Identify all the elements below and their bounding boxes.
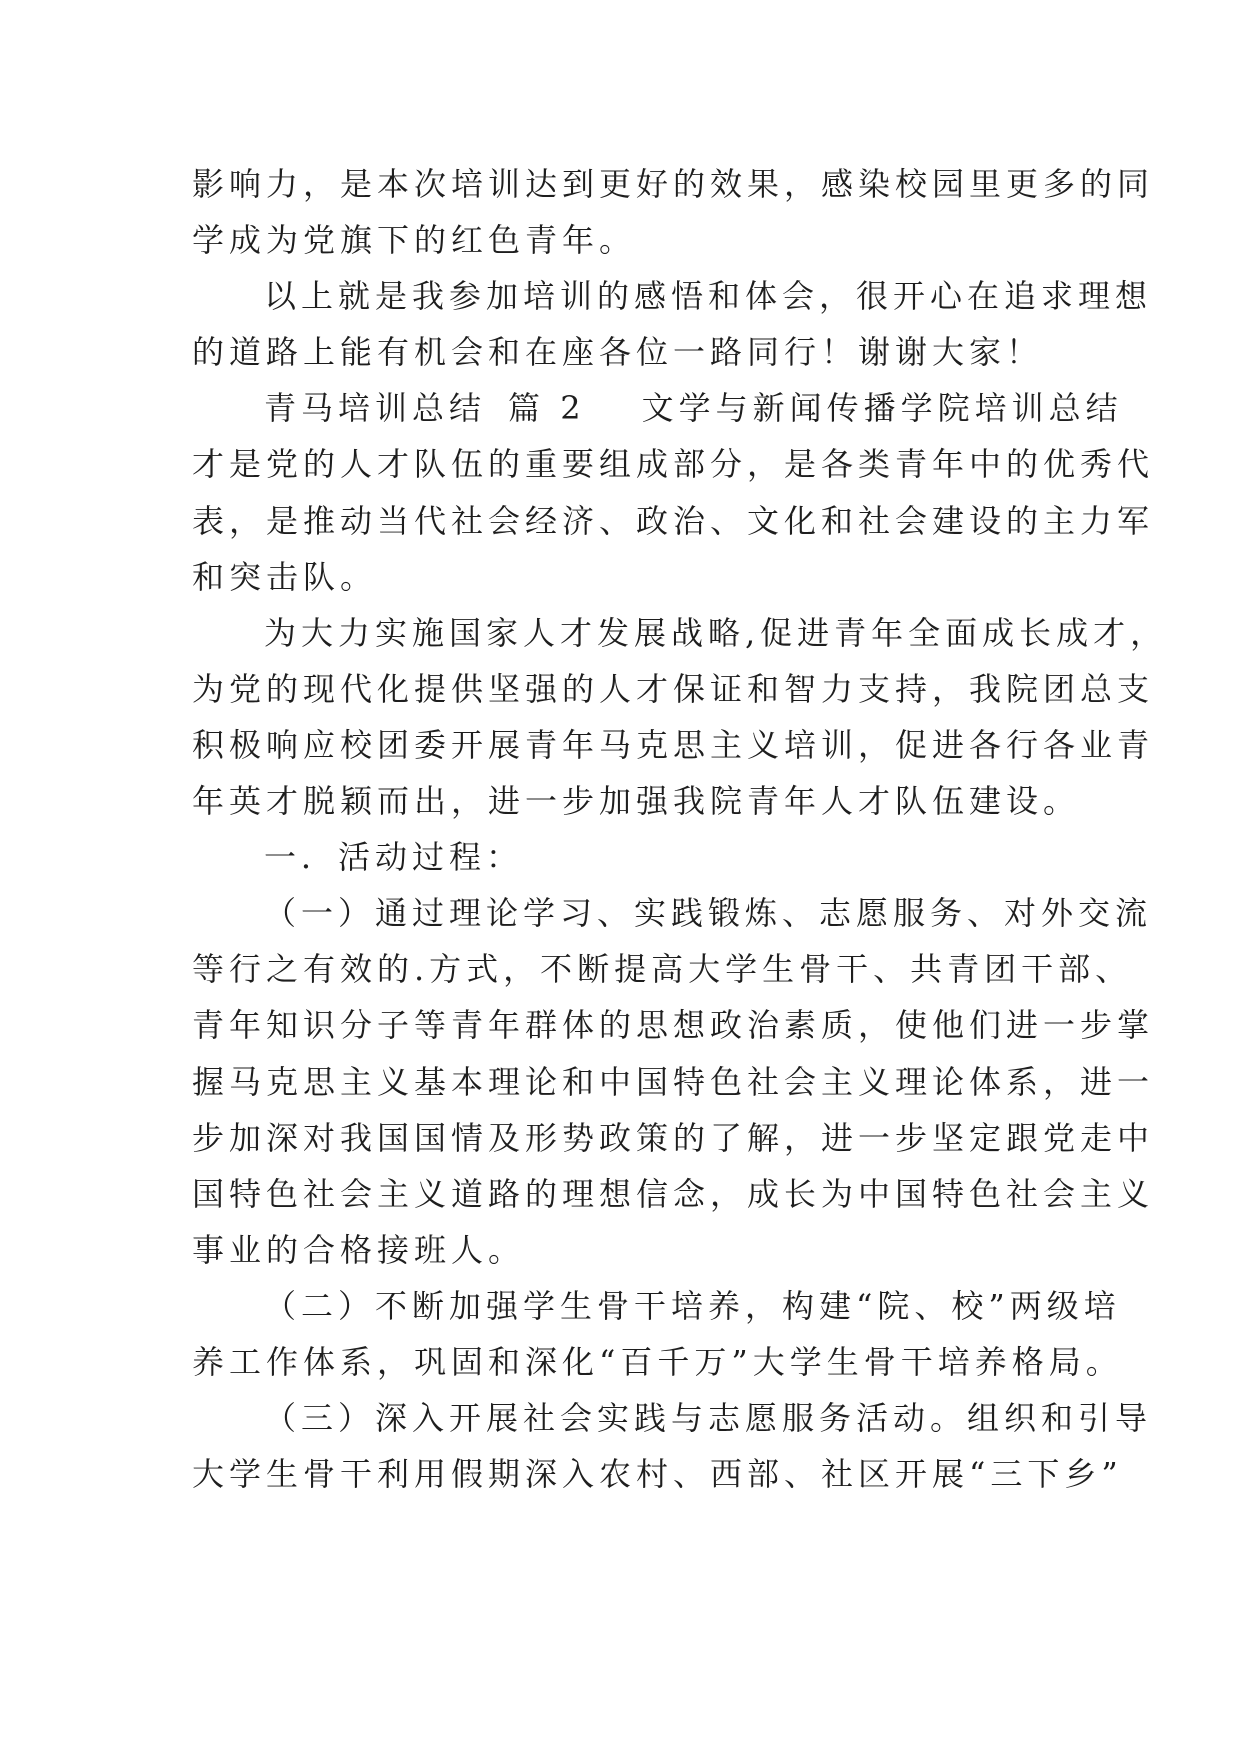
text-line: 等行之有效的.方式，不断提高大学生骨干、共青团干部、	[192, 950, 1133, 989]
text-line: 影响力，是本次培训达到更好的效果，感染校园里更多的同	[192, 165, 1155, 203]
text-line: （三）深入开展社会实践与志愿服务活动。组织和引导	[264, 1399, 1153, 1438]
heading-part: 篇 2	[508, 389, 586, 428]
text-line: 才是党的人才队伍的重要组成部分，是各类青年中的优秀代	[192, 445, 1155, 484]
text-line: 为大力实施国家人才发展战略,促进青年全面成长成才，	[264, 613, 1168, 652]
text-line: 积极响应校团委开展青年马克思主义培训，促进各行各业青	[192, 725, 1155, 764]
text-line: 学成为党旗下的红色青年。	[192, 221, 637, 260]
text-line: 青年知识分子等青年群体的思想政治素质，使他们进一步掌	[192, 1006, 1155, 1045]
text-line: （二）不断加强学生骨干培养，构建“院、校”两级培	[264, 1286, 1121, 1325]
text-line: 的道路上能有机会和在座各位一路同行！谢谢大家！	[192, 333, 1044, 372]
document-body	[192, 156, 1168, 1502]
text-line: 大学生骨干利用假期深入农村、西部、社区开展“三下乡”	[192, 1455, 1123, 1494]
text-line: 事业的合格接班人。	[192, 1230, 526, 1269]
text-line: 养工作体系，巩固和深化“百千万”大学生骨干培养格局。	[192, 1342, 1123, 1381]
text-line: 一．活动过程：	[264, 838, 524, 877]
text-line: 年英才脱颖而出，进一步加强我院青年人才队伍建设。	[192, 782, 1081, 821]
text-line: 步加深对我国国情及形势政策的了解，进一步坚定跟党走中	[192, 1118, 1155, 1157]
text-line: （一）通过理论学习、实践锻炼、志愿服务、对外交流	[264, 894, 1153, 933]
text-line: 和突击队。	[192, 557, 378, 596]
text-line: 握马克思主义基本理论和中国特色社会主义理论体系，进一	[192, 1062, 1155, 1101]
heading-title: 青马培训总结	[264, 389, 487, 428]
heading-subtitle: 文学与新闻传播学院培训总结	[641, 389, 1123, 428]
section-heading	[192, 380, 1123, 436]
text-line: 国特色社会主义道路的理想信念，成长为中国特色社会主义	[192, 1174, 1155, 1213]
text-line: 表，是推动当代社会经济、政治、文化和社会建设的主力军	[192, 501, 1155, 540]
text-line: 以上就是我参加培训的感悟和体会，很开心在追求理想	[264, 277, 1153, 316]
text-line: 为党的现代化提供坚强的人才保证和智力支持，我院团总支	[192, 669, 1155, 708]
